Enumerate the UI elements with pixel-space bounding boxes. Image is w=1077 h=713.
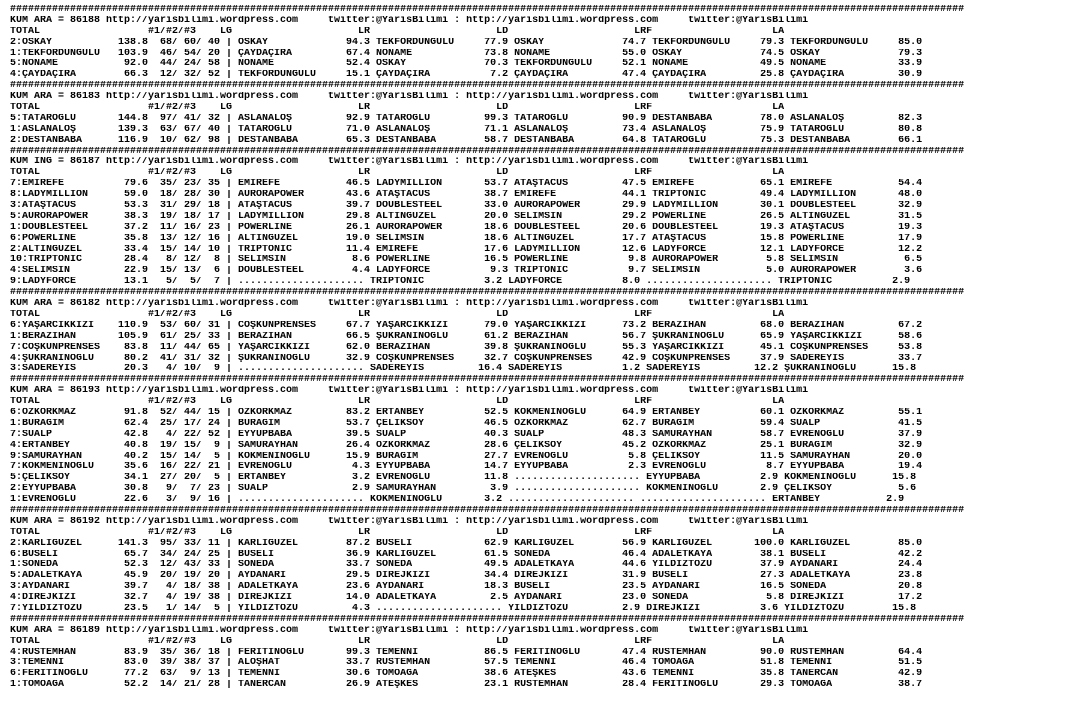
column-header: TOTAL #1/#2/#3 LG LR LD LRF LA — [10, 397, 785, 408]
column-header: TOTAL #1/#2/#3 LG LR LD LRF LA — [10, 103, 785, 114]
race-stats-sheet — [10, 5, 1075, 711]
data-row: 3:ATAŞTACUS 53.3 31/ 29/ 18 | ATAŞTACUS 39.7 DOUBLESTEEL 33.0 AURORAPOWER 29.9 LADYMILLION 30.1 DOUBLESTEEL 32.9 — [10, 201, 923, 212]
race-header: KUM ING = 86187 http://yarisbilimi.wordpress.com twitter:@YarisBilimi : http://yarisbilimi.wordpress.com twitter:@YarisBilimi — [10, 157, 809, 168]
data-row: 1:BERAZİHAN 105.9 61/ 25/ 33 | BERAZİHAN 66.5 ŞÜKRANINOĞLU 61.2 BERAZİHAN 56.7 ŞÜKRANINOĞLU 65.9 YAŞARCIKKIZI 58.6 — [10, 331, 923, 342]
race-header: KUM ARA = 86182 http://yarisbilimi.wordpress.com twitter:@YarisBilimi : http://yarisbilimi.wordpress.com twitter:@YarisBilimi — [10, 299, 809, 310]
data-row: 1:TEKFORDUNGÜLÜ 103.9 46/ 54/ 20 | ÇAYDAÇIRA 67.4 NONAME 73.8 NONAME 55.0 OSKAY 74.5 OSKAY 79.3 — [10, 48, 923, 59]
data-row: 5:AURORAPOWER 38.3 19/ 18/ 17 | LADYMILLION 29.8 ALTINGÜZEL 20.0 SELİMSİN 29.2 POWERLINE 26.5 ALTINGÜZEL 31.5 — [10, 211, 923, 222]
data-row: 10:TRIPTONIC 28.4 8/ 12/ 8 | SELİMSİN 8.6 POWERLINE 16.5 POWERLINE 9.8 AURORAPOWER 5.8 SELİMSİN 6.5 — [10, 255, 923, 266]
separator-line: ############################################################################################################################################################### — [10, 81, 965, 92]
race-header: KUM ARA = 86188 http://yarisbilimi.wordpress.com twitter:@YarisBilimi : http://yarisbilimi.wordpress.com twitter:@YarisBilimi — [10, 15, 809, 26]
data-row: 5:NONAME 92.0 44/ 24/ 58 | NONAME 52.4 OSKAY 70.3 TEKFORDUNGÜLÜ 52.1 NONAME 49.5 NONAME 33.9 — [10, 59, 923, 70]
race-header: KUM ARA = 86193 http://yarisbilimi.wordpress.com twitter:@YarisBilimi : http://yarisbilimi.wordpress.com twitter:@YarisBilimi — [10, 386, 809, 397]
data-row: 1:SONEDA 52.3 12/ 43/ 33 | SONEDA 33.7 SONEDA 49.5 ADALETKAYA 44.6 YILDIZTOZU 37.9 AYDANARI 24.4 — [10, 560, 923, 571]
data-row: 2:EYYUPBABA 30.8 9/ 7/ 23 | SUALP 2.9 SAMURAYHAN 3.9 ..................... KÖKMENİNOĞLU 2.9 ÇELİKSOY 5.6 — [10, 484, 917, 495]
data-row: 7:KÖKMENİNOĞLU 35.6 16/ 22/ 21 | EVRENOĞLU 4.3 EYYUPBABA 14.7 EYYUPBABA 2.3 EVRENOĞLU 8.7 EYYUPBABA 19.4 — [10, 462, 923, 473]
column-header: TOTAL #1/#2/#3 LG LR LD LRF LA — [10, 527, 785, 538]
separator-line: ############################################################################################################################################################### — [10, 5, 965, 15]
data-row: 1:BURAĞIM 62.4 25/ 17/ 24 | BURAĞIM 53.7 ÇELİKSOY 46.5 ÖZKORKMAZ 62.7 BURAĞIM 59.4 SUALP 41.5 — [10, 418, 923, 429]
data-row: 2:DESTANBABA 116.9 10/ 62/ 98 | DESTANBABA 65.3 DESTANBABA 58.7 DESTANBABA 64.8 TATAROĞLU 75.3 DESTANBABA 66.1 — [10, 135, 923, 146]
data-row: 6:YAŞARCIKKIZI 110.9 53/ 60/ 31 | COŞKUNPRENSES 67.7 YAŞARCIKKIZI 79.0 YAŞARCIKKIZI 73.2 BERAZİHAN 68.0 BERAZİHAN 67.2 — [10, 320, 923, 331]
separator-line: ############################################################################################################################################################### — [10, 375, 965, 386]
data-row: 7:YILDIZTOZU 23.5 1/ 14/ 5 | YILDIZTOZU 4.3 ..................... YILDIZTOZU 2.9 DİREJKİZİ 3.6 YILDIZTOZU 15.8 — [10, 603, 917, 614]
data-row: 1:EVRENOĞLU 22.6 3/ 9/ 16 | ..................... KÖKMENİNOĞLU 3.2 ..................... ..................... ERTANBEY 2.9 — [10, 495, 905, 506]
data-row: 4:SELİMSİN 22.9 15/ 13/ 6 | DOUBLESTEEL 4.4 LADYFORCE 9.3 TRIPTONIC 9.7 SELİMSİN 5.0 AURORAPOWER 3.6 — [10, 266, 923, 277]
data-row: 9:SAMURAYHAN 40.2 15/ 14/ 5 | KÖKMENİNOĞLU 15.9 BURAĞIM 27.7 EVRENOĞLU 5.8 ÇELİKSOY 11.5 SAMURAYHAN 20.0 — [10, 451, 923, 462]
column-header: TOTAL #1/#2/#3 LG LR LD LRF LA — [10, 309, 785, 320]
separator-line: ############################################################################################################################################################### — [10, 614, 965, 625]
data-row: 5:TATAROĞLU 144.8 97/ 41/ 32 | ASLANALOŞ 92.9 TATAROĞLU 99.3 TATAROĞLU 90.9 DESTANBABA 78.0 ASLANALOŞ 82.3 — [10, 113, 923, 124]
data-row: 5:ÇELİKSOY 34.1 27/ 20/ 5 | ERTANBEY 3.2 EVRENOĞLU 11.8 ..................... EYYUPBABA 2.9 KÖKMENİNOĞLU 15.8 — [10, 473, 917, 484]
race-header: KUM ARA = 86183 http://yarisbilimi.wordpress.com twitter:@YarisBilimi : http://yarisbilimi.wordpress.com twitter:@YarisBilimi — [10, 92, 809, 103]
column-header: TOTAL #1/#2/#3 LG LR LD LRF LA — [10, 26, 785, 37]
data-row: 8:LADYMILLION 59.0 18/ 28/ 30 | AURORAPOWER 43.6 ATAŞTACUS 38.7 EMİREFE 44.1 TRIPTONIC 49.4 LADYMILLION 48.0 — [10, 190, 923, 201]
race-header: KUM ARA = 86192 http://yarisbilimi.wordpress.com twitter:@YarisBilimi : http://yarisbilimi.wordpress.com twitter:@YarisBilimi — [10, 516, 809, 527]
data-row: 3:SADEREYİS 20.3 4/ 10/ 9 | ..................... SADEREYİS 16.4 SADEREYİS 1.2 SADEREYİS 12.2 ŞÜKRANINOĞLU 15.8 — [10, 364, 917, 375]
race-header: KUM ARA = 86189 http://yarisbilimi.wordpress.com twitter:@YarisBilimi : http://yarisbilimi.wordpress.com twitter:@YarisBilimi — [10, 625, 809, 636]
data-row: 2:OSKAY 138.8 68/ 60/ 40 | OSKAY 94.3 TEKFORDUNGÜLÜ 77.9 OSKAY 74.7 TEKFORDUNGÜLÜ 79.3 TEKFORDUNGÜLÜ 85.0 — [10, 37, 923, 48]
data-row: 4:RÜSTEMHAN 83.9 35/ 36/ 18 | FERİTİNOĞLU 99.3 TEMENNİ 86.5 FERİTİNOĞLU 47.4 RÜSTEMHAN 90.0 RÜSTEMHAN 64.4 — [10, 647, 923, 658]
data-row: 2:KARLIGÜZEL 141.3 95/ 33/ 11 | KARLIGÜZEL 87.2 BUSELİ 62.9 KARLIGÜZEL 56.9 KARLIGÜZEL 100.0 KARLIGÜZEL 85.0 — [10, 538, 923, 549]
column-header: TOTAL #1/#2/#3 LG LR LD LRF LA — [10, 636, 785, 647]
data-row: 6:BUSELİ 65.7 34/ 24/ 25 | BUSELİ 36.9 KARLIGÜZEL 61.5 SONEDA 46.4 ADALETKAYA 38.1 BUSELİ 42.2 — [10, 549, 923, 560]
data-row: 1:DOUBLESTEEL 37.2 11/ 16/ 23 | POWERLINE 26.1 AURORAPOWER 18.6 DOUBLESTEEL 20.6 DOUBLESTEEL 19.3 ATAŞTACUS 19.3 — [10, 222, 923, 233]
data-row: 1:ASLANALOŞ 139.3 63/ 67/ 40 | TATAROĞLU 71.0 ASLANALOŞ 71.1 ASLANALOŞ 73.4 ASLANALOŞ 75.9 TATAROĞLU 80.8 — [10, 124, 923, 135]
data-row: 4:ERTANBEY 40.8 19/ 15/ 9 | SAMURAYHAN 26.4 ÖZKORKMAZ 28.6 ÇELİKSOY 45.2 ÖZKORKMAZ 25.1 BURAĞIM 32.9 — [10, 440, 923, 451]
data-row: 9:LADYFORCE 13.1 5/ 5/ 7 | ..................... TRIPTONIC 3.2 LADYFORCE 8.0 ..................... TRIPTONIC 2.9 — [10, 277, 911, 288]
data-row: 4:DİREJKİZİ 32.7 4/ 19/ 38 | DİREJKİZİ 14.0 ADALETKAYA 2.5 AYDANARI 23.0 SONEDA 5.8 DİREJKİZİ 17.2 — [10, 593, 923, 604]
data-row: 5:ADALETKAYA 45.9 20/ 19/ 20 | AYDANARI 29.5 DİREJKİZİ 34.4 DİREJKİZİ 31.9 BUSELİ 27.3 ADALETKAYA 23.8 — [10, 571, 923, 582]
data-row: 2:ALTINGÜZEL 33.4 15/ 14/ 10 | TRIPTONIC 11.4 EMİREFE 17.6 LADYMILLION 12.6 LADYFORCE 12.1 LADYFORCE 12.2 — [10, 244, 923, 255]
column-header: TOTAL #1/#2/#3 LG LR LD LRF LA — [10, 168, 785, 179]
separator-line: ############################################################################################################################################################### — [10, 146, 965, 157]
data-row: 3:AYDANARI 39.7 4/ 18/ 38 | ADALETKAYA 23.6 AYDANARI 18.3 BUSELİ 23.5 AYDANARI 16.5 SONEDA 20.8 — [10, 582, 923, 593]
data-row: 7:COŞKUNPRENSES 83.8 11/ 44/ 65 | YAŞARCIKKIZI 62.0 BERAZİHAN 39.8 ŞÜKRANINOĞLU 55.3 YAŞARCIKKIZI 45.1 COŞKUNPRENSES 53.8 — [10, 342, 923, 353]
data-row: 1:TOMOAĞA 52.2 14/ 21/ 28 | TANERCAN 26.9 ATEŞKES 23.1 RÜSTEMHAN 28.4 FERİTİNOĞLU 29.3 TOMOAĞA 38.7 — [10, 680, 923, 691]
data-row: 6:POWERLINE 35.8 13/ 12/ 16 | ALTINGÜZEL 19.0 SELİMSİN 18.6 ALTINGÜZEL 17.7 ATAŞTACUS 15.8 POWERLINE 17.9 — [10, 233, 923, 244]
separator-line: ############################################################################################################################################################### — [10, 288, 965, 299]
separator-line: ############################################################################################################################################################### — [10, 505, 965, 516]
data-row: 6:ÖZKORKMAZ 91.8 52/ 44/ 15 | ÖZKORKMAZ 83.2 ERTANBEY 52.5 KÖKMENİNOĞLU 64.9 ERTANBEY 60.1 ÖZKORKMAZ 55.1 — [10, 407, 923, 418]
data-row: 3:TEMENNİ 83.0 39/ 38/ 37 | ALOŞHAT 33.7 RÜSTEMHAN 57.5 TEMENNİ 46.4 TOMOAĞA 51.8 TEMENNİ 51.5 — [10, 658, 923, 669]
data-row: 4:ŞÜKRANINOĞLU 80.2 41/ 31/ 32 | ŞÜKRANINOĞLU 32.9 COŞKUNPRENSES 32.7 COŞKUNPRENSES 42.9 COŞKUNPRENSES 37.9 SADEREYİS 33.7 — [10, 353, 923, 364]
data-row: 7:SUALP 42.8 4/ 22/ 52 | EYYUPBABA 39.5 SUALP 40.3 SUALP 48.3 SAMURAYHAN 58.7 EVRENOĞLU 37.9 — [10, 429, 923, 440]
data-row: 7:EMİREFE 79.6 35/ 23/ 35 | EMİREFE 46.5 LADYMILLION 53.7 ATAŞTACUS 47.5 EMİREFE 65.1 EMİREFE 54.4 — [10, 179, 923, 190]
data-row: 6:FERİTİNOĞLU 77.2 63/ 9/ 13 | TEMENNİ 30.6 TOMOAĞA 38.6 ATEŞKES 43.6 TEMENNİ 35.8 TANERCAN 42.9 — [10, 669, 923, 680]
data-row: 4:ÇAYDAÇIRA 66.3 12/ 32/ 52 | TEKFORDUNGÜLÜ 15.1 ÇAYDAÇIRA 7.2 ÇAYDAÇIRA 47.4 ÇAYDAÇIRA 25.8 ÇAYDAÇIRA 30.9 — [10, 70, 923, 81]
